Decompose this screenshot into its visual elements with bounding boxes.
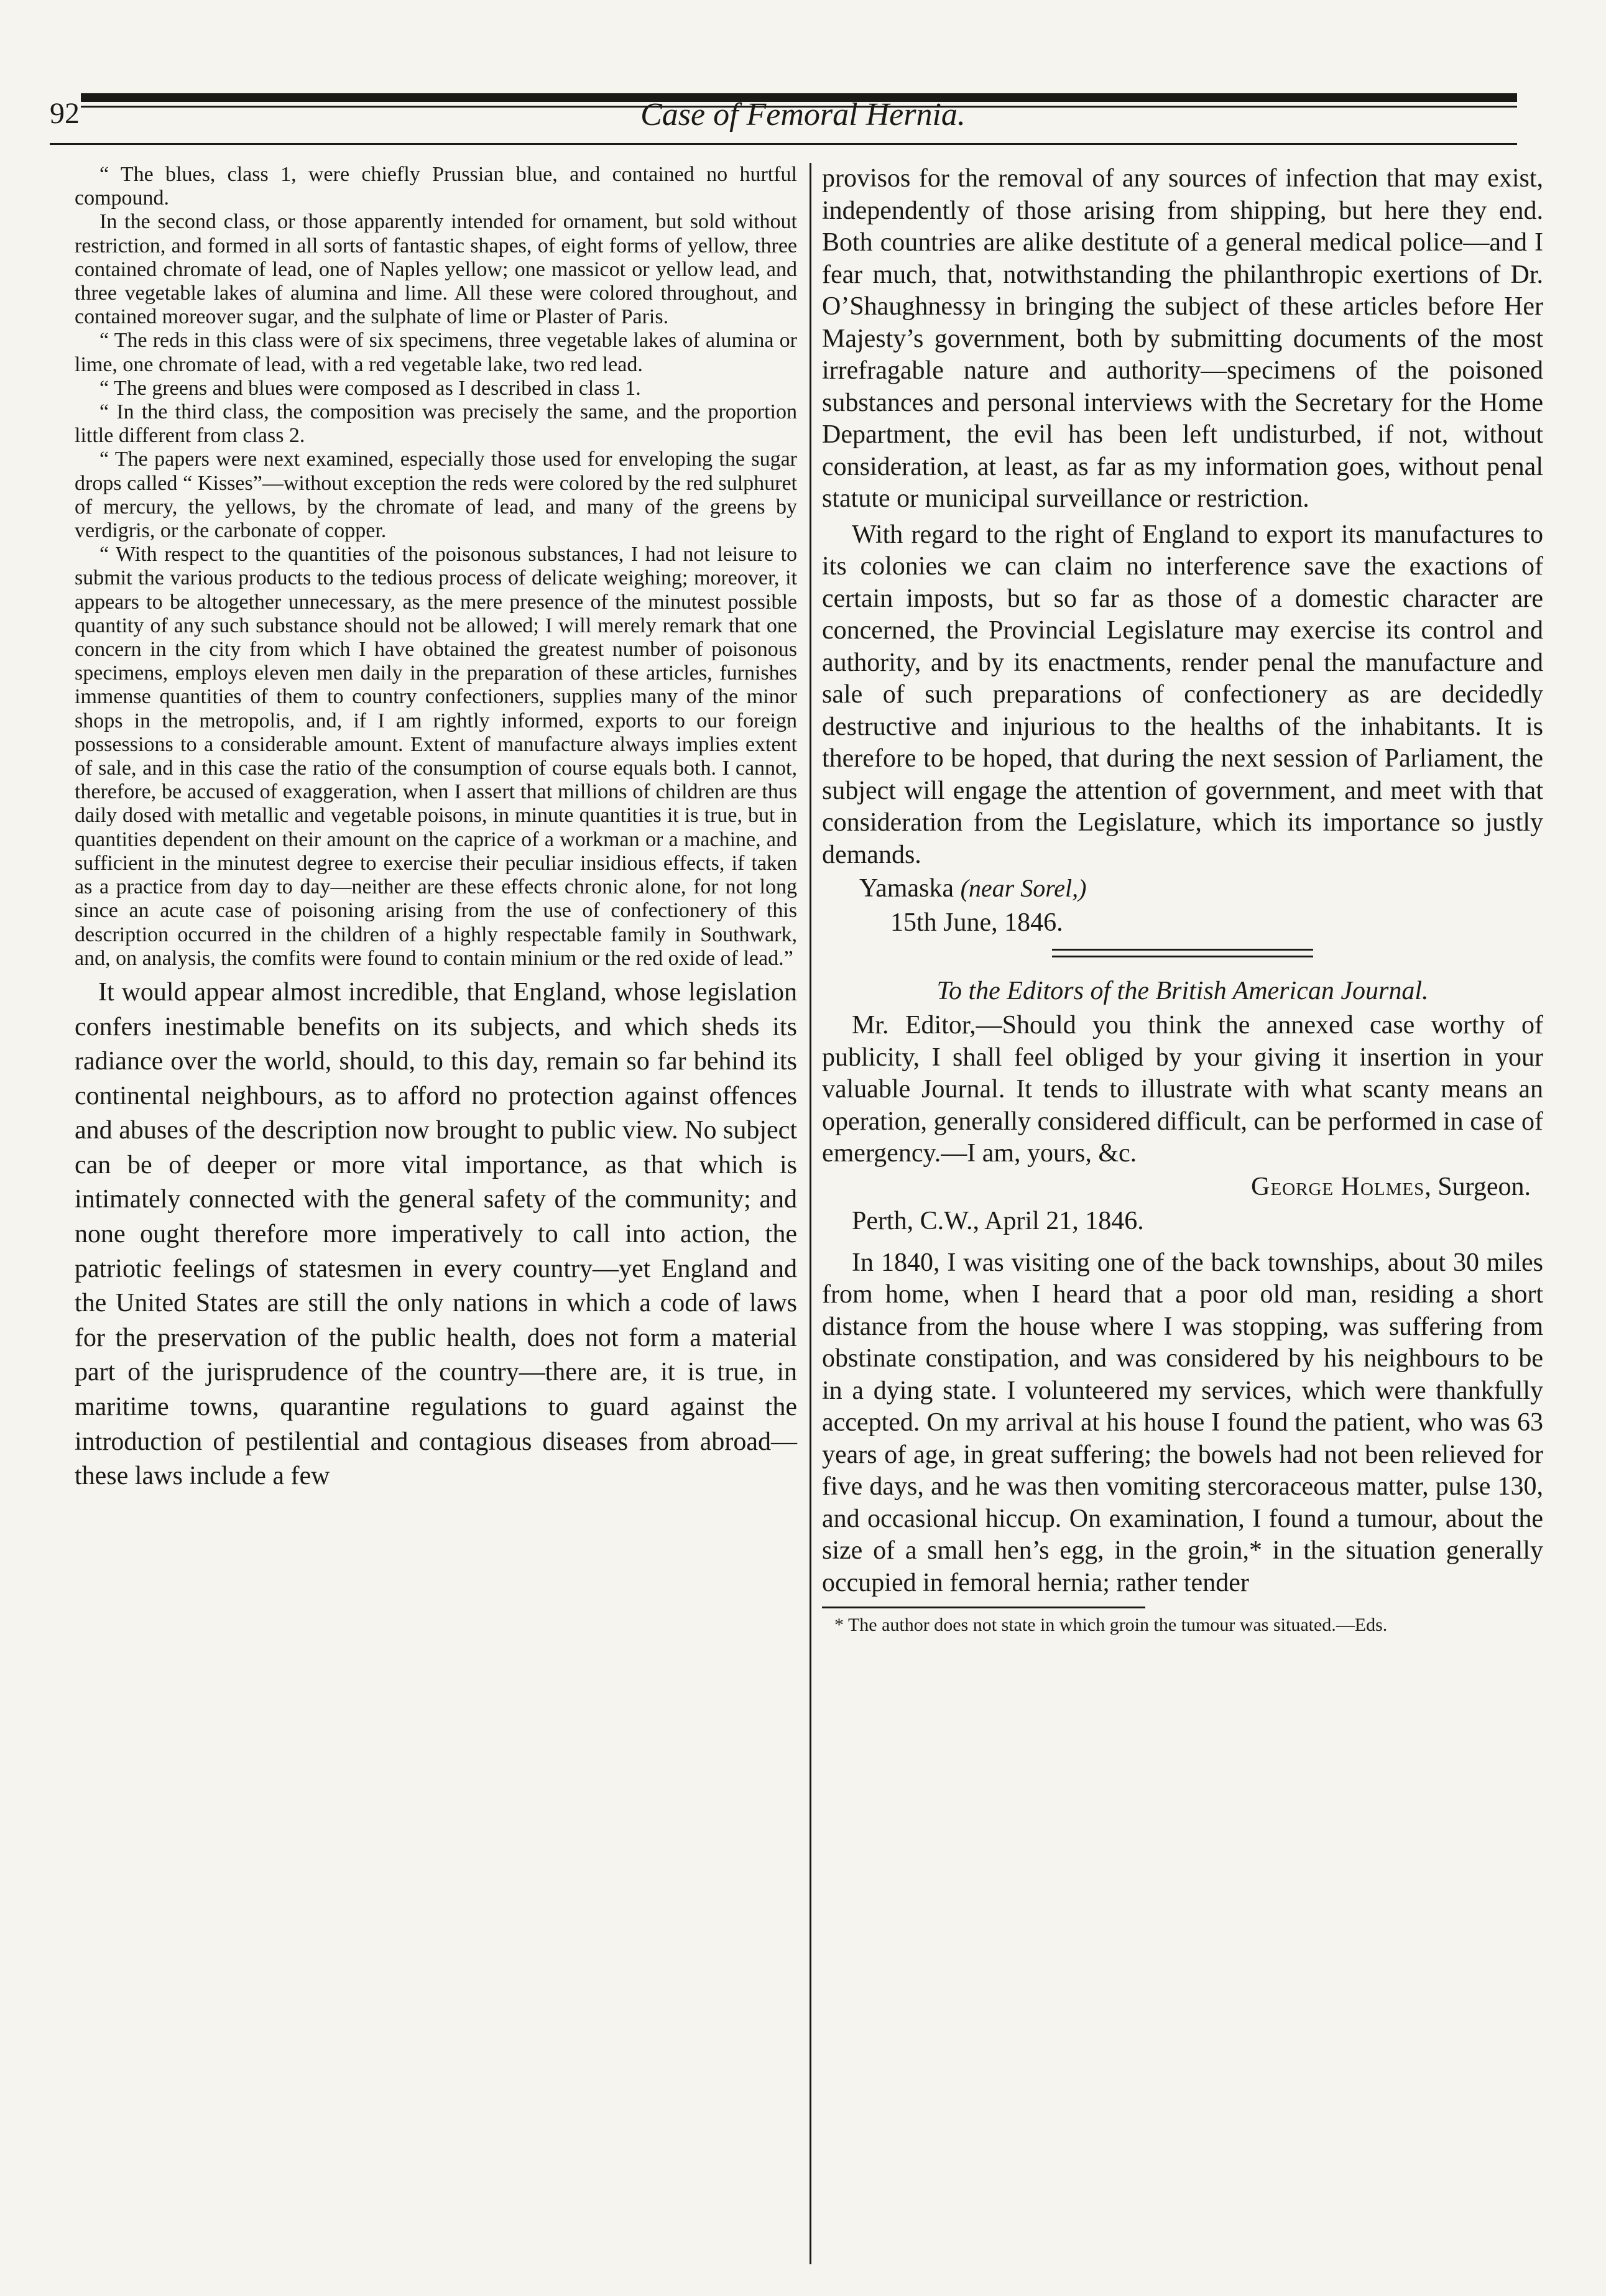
- quote-paragraph: “ The reds in this class were of six specimens, three vegetable lakes of alumina or lime, one chromate of lead, with a red vegetable lake, two red lead.: [75, 329, 797, 376]
- signature-title: , Surgeon.: [1424, 1172, 1531, 1201]
- letter-body: Mr. Editor,—Should you think the annexed case worthy of publicity, I shall feel obliged by your giving it insertion in your valuable Journal. It tends to illustrate with what scanty means an operation, generally considered difficult, can be performed in case of emergency.—I am, yours, &c.: [822, 1011, 1543, 1168]
- quoted-report: [75, 163, 797, 970]
- case-report: [822, 1247, 1543, 1600]
- quote-paragraph: “ The blues, class 1, were chiefly Prussian blue, and contained no hurtful compound.: [75, 163, 797, 210]
- body-paragraph: It would appear almost incredible, that England, whose legislation confers inestimable benefits on its subjects, and which sheds its radiance over the world, should, to this day, remain so far behind its continental neighbours, as to afford no protection against offences and abuses of the description now brought to public view. No subject can be of deeper or more vital importance, as that which is intimately connected with the general safety of the community; and none ought therefore more imperatively to call into action, the patriotic feelings of statesmen in every country—yet England and the United States are still the only nations in which a code of laws for the preservation of the public health, does not form a material part of the jurisprudence of the country—there are, it is true, in maritime towns, quarantine regulations to guard against the introduction of pestilential and contagious diseases from abroad—these laws include a few: [75, 977, 797, 1491]
- quote-paragraph: “ With respect to the quantities of the poisonous substances, I had not leisure to submit the various products to the tedious process of delicate weighing; moreover, it appears to be altogether unnecessary, as the mere presence of the minutest possible quantity of any such substance should not be allowed; I will merely remark that one concern in the city from which I have obtained the greatest number of poisonous specimens, employs eleven men daily in the preparation of these articles, furnishes immense quantities of them to country confectioners, supplies many of the minor shops in the metropolis, and, if I am rightly informed, exports to our foreign possessions to a considerable amount. Extent of manufacture always implies extent of sale, and in this case the ratio of the consumption of course equals both. I cannot, therefore, be accused of exaggeration, when I assert that millions of children are thus daily dosed with metallic and vegetable poisons, in minute quantities it is true, but in quantities dependent on their amount on the caprice of a workman or a machine, and sufficient in the minutest degree to exercise their peculiar insidious effects, if taken as a practice from day to day—neither are these effects chronic alone, for not long since an acute case of poisoning arising from the use of confectionery of this description occurred in the children of a highly respectable family in Southwark, and, on analysis, the comfits were found to contain minium or the red oxide of lead.”: [75, 543, 797, 970]
- quote-paragraph: In the second class, or those apparently intended for ornament, but sold without restriction, and formed in all sorts of fantastic shapes, of eight forms of yellow, three contained chromate of lead, one of Naples yellow; one massicot or yellow lead, and three vegetable lakes of alumina and lime. All these were colored throughout, and contained moreover sugar, and the sulphate of lime or Plaster of Paris.: [75, 210, 797, 329]
- quote-paragraph: “ In the third class, the composition was precisely the same, and the proportion little different from class 2.: [75, 400, 797, 448]
- place-name: Yamaska: [859, 874, 954, 903]
- letter-heading: To the Editors of the British American Journal.: [936, 977, 1429, 1005]
- quote-paragraph: “ The greens and blues were composed as I described in class 1.: [99, 376, 641, 400]
- editorial-dateline-place: [822, 871, 1543, 906]
- section-divider: [1052, 949, 1313, 957]
- quote-paragraph: “ The papers were next examined, especially those used for enveloping the sugar drops called “ Kisses”—without exception the reds were colored by the red sulphuret of mercury, the yellows, by the chromate of lead, and many of the greens by verdigris, or the carbonate of copper.: [75, 448, 797, 543]
- letter-dateline: Perth, C.W., April 21, 1846.: [852, 1206, 1144, 1235]
- editorial-date: 15th June, 1846.: [890, 908, 1063, 937]
- case-paragraph: In 1840, I was visiting one of the back townships, about 30 miles from home, when I heard that a poor old man, residing a short distance from the house where I was stopping, was suffering from obstinate constipation, and was considered by his neighbours to be in a dying state. I volunteered my services, which were thankfully accepted. On my arrival at his house I found the patient, who was 63 years of age, in great suffering; the bowels had not been relieved for five days, and he was then vomiting stercoraceous matter, pulse 130, and occasional hiccup. On examination, I found a tumour, about the size of a small hen’s egg, in the groin,* in the situation generally occupied in femoral hernia; rather tender: [822, 1248, 1543, 1597]
- column-divider: [810, 163, 811, 2264]
- body-paragraph: With regard to the right of England to export its manufactures to its colonies we can claim no interference save the exactions of certain imposts, but so far as those of a domestic character are concerned, the Provincial Legislature may exercise its control and authority, and by its enactments, render penal the manufacture and sale of such preparations of confectionery as are decidedly destructive and injurious to the healths of the inhabitants. It is therefore to be hoped, that during the next session of Parliament, the subject will engage the attention of government, and meet with that consideration from the Legislature, which its importance so justly demands.: [822, 520, 1543, 869]
- footnote-rule: [822, 1607, 1145, 1608]
- signature-name: George Holmes: [1251, 1172, 1425, 1201]
- place-note: (near Sorel,): [960, 874, 1087, 902]
- continuation-paragraph: provisos for the removal of any sources of infection that may exist, independently of those arising from shipping, but here they end. Both countries are alike destitute of a general medical police—and I fear much, that, notwithstanding the philanthropic exertions of Dr. O’Shaughnessy in bringing the subject of these articles before Her Majesty’s government, both by submitting documents of the most irrefragable nature and authority—specimens of the poisoned substances and personal interviews with the Secretary for the Home Department, the evil has been left undisturbed, if not, without consideration, at least, as far as my information goes, without penal statute or municipal surveillance or restriction.: [822, 164, 1543, 513]
- editorial-continuation: [822, 163, 1543, 871]
- page-number: 92: [50, 97, 80, 130]
- running-head-title: Case of Femoral Hernia.: [640, 97, 966, 132]
- letter: [822, 1010, 1543, 1170]
- left-column: [75, 163, 797, 1494]
- right-column: [822, 163, 1543, 1636]
- header-rule: [50, 143, 1517, 145]
- signature: [822, 1170, 1543, 1204]
- footnote: * The author does not state in which groin the tumour was situated.—Eds.: [834, 1615, 1388, 1635]
- editorial-body: [75, 975, 797, 1494]
